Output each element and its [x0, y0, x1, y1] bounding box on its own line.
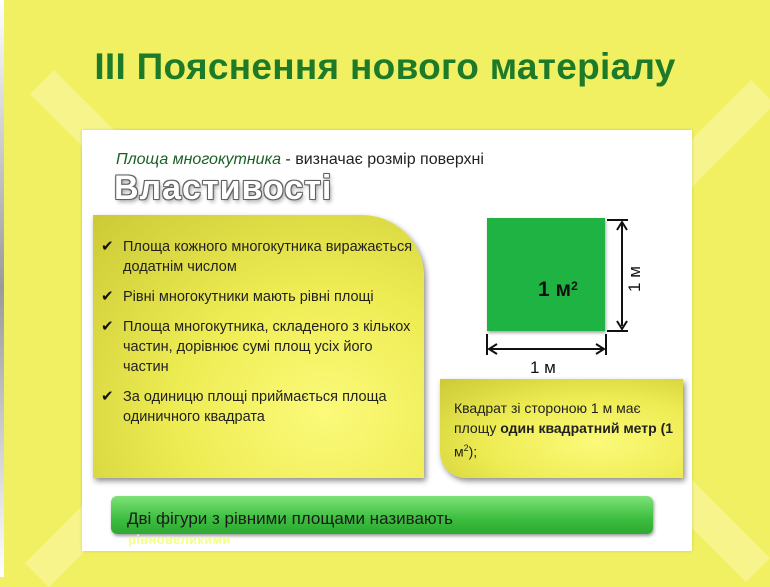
property-item-1: ✔ Площа кожного многокутника виражається додатнім числом: [101, 238, 413, 275]
definition-line: [116, 151, 484, 169]
properties-list: [101, 237, 416, 437]
fact-text: Квадрат зі стороною 1 м має площу один квадратний метр (1 $м^2$);: [454, 400, 674, 460]
note-text: Дві фігури з рівними площами називають: [127, 509, 453, 528]
side-label-right: 1 м: [624, 266, 644, 292]
properties-heading: Властивості: [114, 169, 333, 207]
property-item-3: ✔ Площа многокутника, складеного з кількох частин, дорівнює сумі площ усіх його частин: [101, 318, 411, 375]
slide-title: ІІІ Пояснення нового матеріалу: [94, 46, 676, 87]
note-term: рівновеликими: [128, 532, 231, 547]
property-item-4: ✔ За одиницю площі приймається площа одиничного квадрата: [101, 388, 387, 425]
side-label-bottom: 1 м: [530, 358, 556, 377]
unit-square: [487, 218, 605, 331]
checkmark-icon: ✔: [101, 318, 114, 335]
definition-term: Площа многокутника: [116, 151, 281, 168]
unit-square-label: 1 $м^2$: [538, 278, 578, 301]
checkmark-icon: ✔: [101, 388, 114, 405]
checkmark-icon: ✔: [101, 288, 114, 305]
definition-text: - визначає розмір поверхні: [280, 151, 484, 168]
property-item-2: ✔ Рівні многокутники мають рівні площі: [101, 288, 374, 305]
checkmark-icon: ✔: [101, 238, 114, 255]
